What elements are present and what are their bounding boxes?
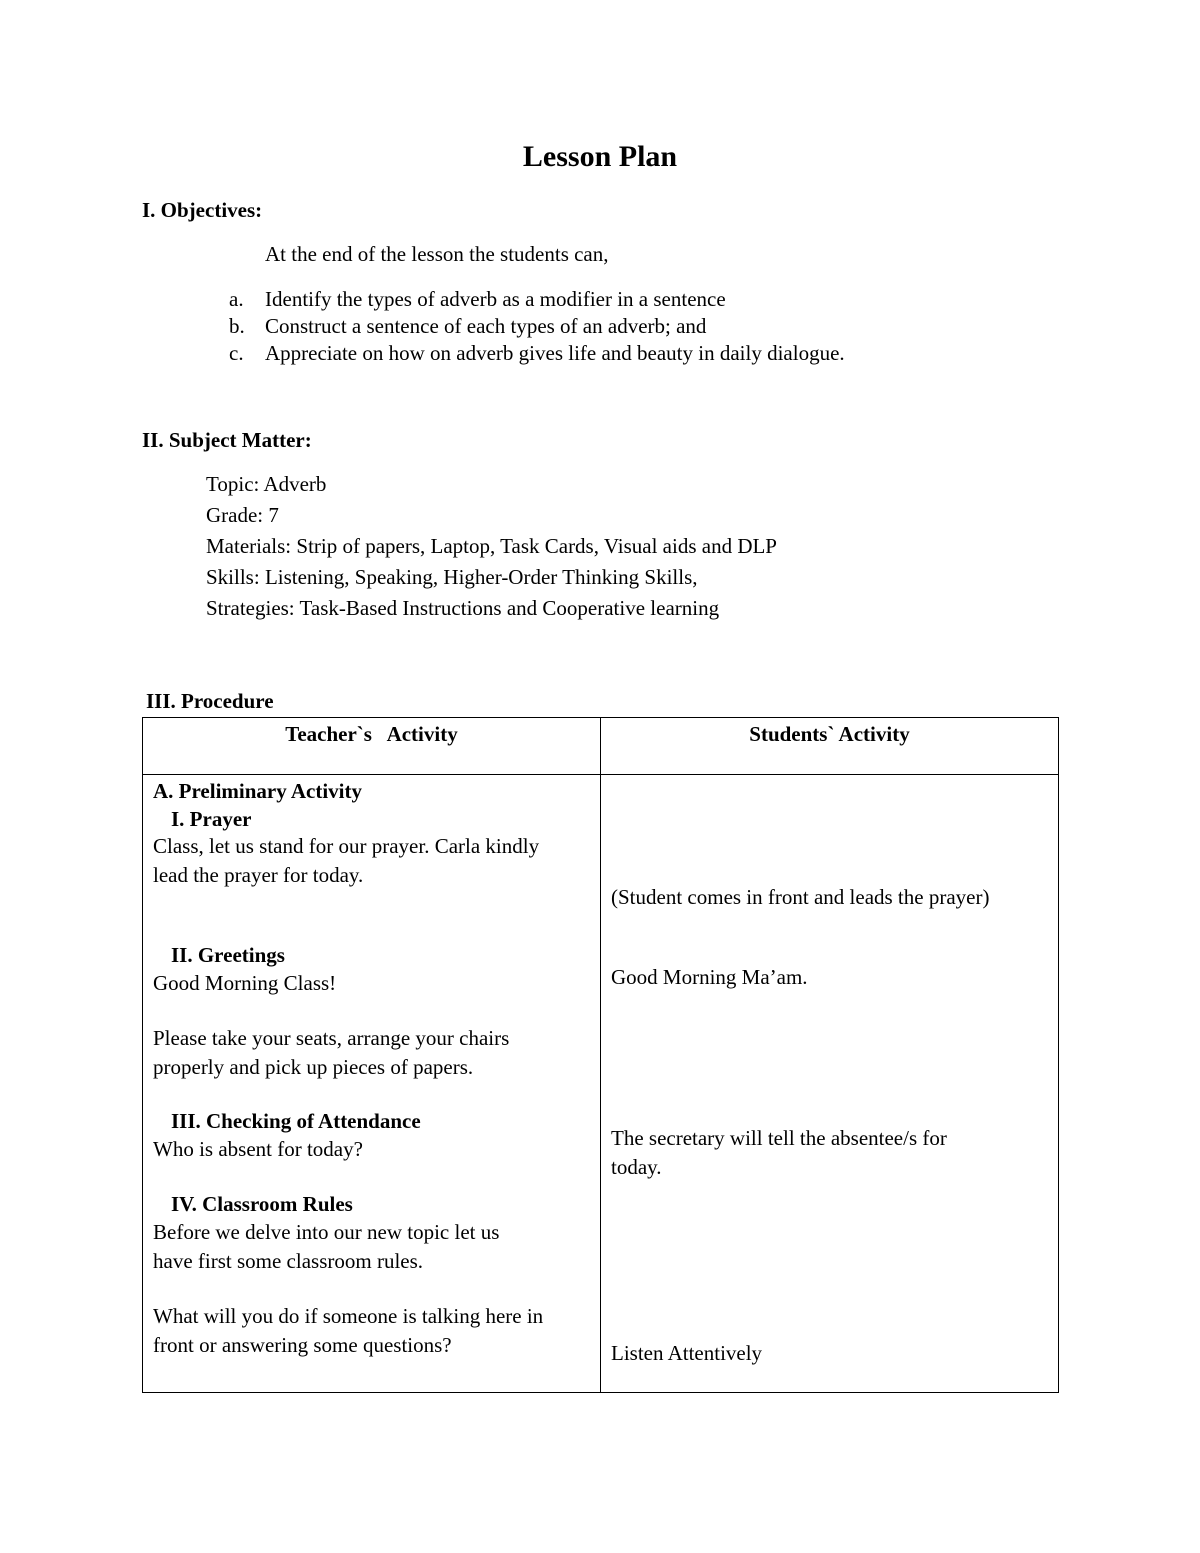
procedure-table: [142, 717, 1059, 1393]
greeting-response: Good Morning Ma’am.: [611, 965, 808, 989]
students-activity-cell: [601, 775, 1059, 1393]
objective-item: Construct a sentence of each types of an adverb; and: [265, 314, 707, 338]
subject-topic: Topic: Adverb: [206, 472, 327, 496]
rules-text: have first some classroom rules.: [153, 1249, 424, 1273]
objectives-intro: At the end of the lesson the students can,: [265, 242, 609, 266]
subject-materials: Materials: Strip of papers, Laptop, Task Cards, Visual aids and DLP: [206, 534, 777, 558]
subject-matter-heading: II. Subject Matter:: [142, 428, 312, 452]
teacher-activity-header: [143, 718, 601, 775]
greetings-heading: II. Greetings: [171, 943, 285, 967]
procedure-heading: III. Procedure: [146, 689, 274, 713]
subject-strategies: Strategies: Task-Based Instructions and Cooperative learning: [206, 596, 720, 620]
objective-letter: a.: [229, 287, 244, 311]
question-text: What will you do if someone is talking here in: [153, 1304, 544, 1328]
preliminary-activity-heading: A. Preliminary Activity: [153, 779, 362, 803]
page-title: Lesson Plan: [522, 140, 678, 173]
attendance-response: The secretary will tell the absentee/s for: [611, 1126, 947, 1150]
classroom-rules-heading: IV. Classroom Rules: [171, 1192, 353, 1216]
objective-item: Identify the types of adverb as a modifier in a sentence: [265, 287, 726, 311]
attendance-heading: III. Checking of Attendance: [171, 1109, 421, 1133]
subject-grade: Grade: 7: [206, 503, 279, 527]
attendance-text: Who is absent for today?: [153, 1137, 363, 1161]
rules-response: Listen Attentively: [611, 1341, 763, 1365]
question-text: front or answering some questions?: [153, 1333, 452, 1357]
seats-text: properly and pick up pieces of papers.: [153, 1055, 474, 1079]
students-activity-header-label: Students` Activity: [749, 722, 910, 746]
attendance-response: today.: [611, 1155, 662, 1179]
objective-item: Appreciate on how on adverb gives life and beauty in daily dialogue.: [265, 341, 845, 365]
students-activity-header: [601, 718, 1059, 775]
objective-letter: b.: [229, 314, 245, 338]
teacher-activity-header-label: Teacher`s Activity: [285, 722, 458, 746]
prayer-response: (Student comes in front and leads the prayer): [611, 885, 990, 909]
seats-text: Please take your seats, arrange your chairs: [153, 1026, 510, 1050]
prayer-text: lead the prayer for today.: [153, 863, 364, 887]
objective-letter: c.: [229, 341, 244, 365]
objectives-heading: I. Objectives:: [142, 198, 263, 222]
rules-text: Before we delve into our new topic let us: [153, 1220, 500, 1244]
subject-skills: Skills: Listening, Speaking, Higher-Order Thinking Skills,: [206, 565, 698, 589]
teacher-activity-cell: [143, 775, 601, 1393]
greetings-text: Good Morning Class!: [153, 971, 337, 995]
prayer-text: Class, let us stand for our prayer. Carla kindly: [153, 834, 540, 858]
prayer-heading: I. Prayer: [171, 807, 252, 831]
